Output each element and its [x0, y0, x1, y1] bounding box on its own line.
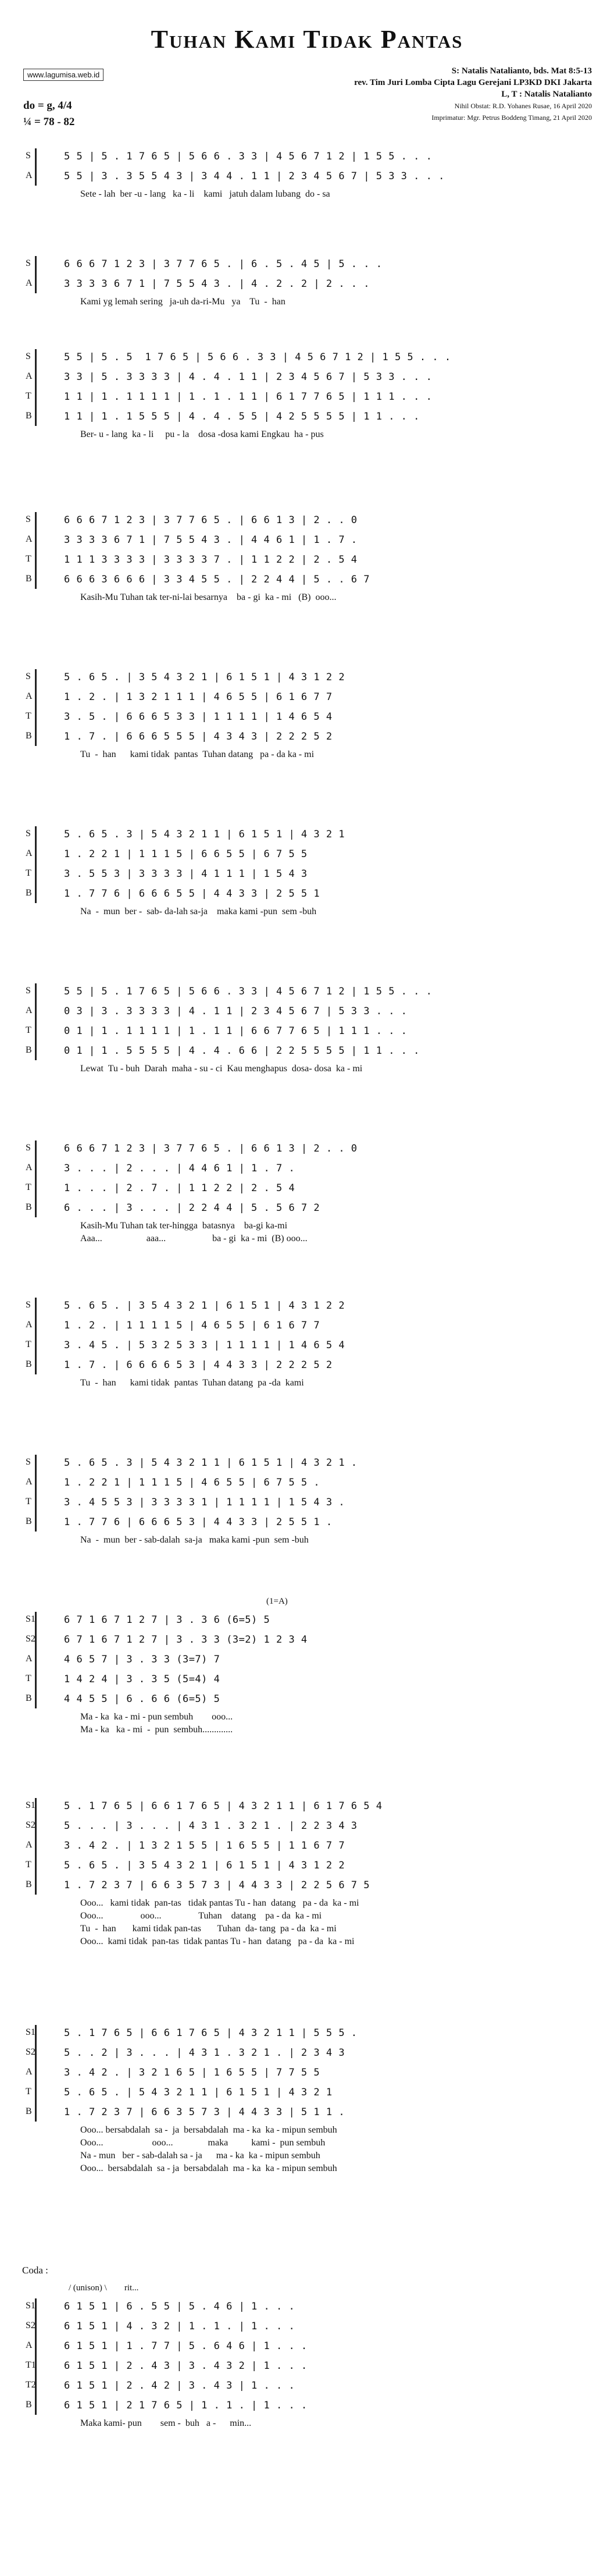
notation-line: 5 5 | 5 . 1 7 6 5 | 5 6 6 . 3 3 | 4 5 6 7 1 2 | 1 5 5 . . .	[64, 986, 433, 997]
staff-row	[22, 983, 604, 1001]
notation-line: 1 . 7 7 6 | 6 6 6 5 3 | 4 4 3 3 | 2 5 5 1 .	[64, 1516, 333, 1528]
staff-row	[22, 1023, 604, 1040]
staff-row	[22, 276, 604, 293]
lyric-line: Aaa... aaa... ba - gi ka - mi (B) ooo...	[80, 1234, 308, 1243]
voice-part-label: A	[26, 1477, 33, 1487]
voice-part-label: B	[26, 411, 32, 421]
voice-part-label: S1	[26, 1614, 35, 1624]
notation-line: 1 . 2 2 1 | 1 1 1 5 | 6 6 5 5 | 6 7 5 5	[64, 848, 308, 860]
notation-line: 5 . 6 5 . | 3 5 4 3 2 1 | 6 1 5 1 | 4 3 1 2 2	[64, 1860, 345, 1871]
system-bracket	[35, 669, 37, 746]
staff-row	[22, 1160, 604, 1178]
notation-line: 6 6 6 7 1 2 3 | 3 7 7 6 5 . | 6 . 5 . 4 5 | 5 . . .	[64, 258, 383, 270]
voice-part-label: S	[26, 151, 31, 161]
notation-line: 6 1 5 1 | 2 . 4 3 | 3 . 4 3 2 | 1 . . .	[64, 2360, 308, 2372]
notation-line: 6 1 5 1 | 6 . 5 5 | 5 . 4 6 | 1 . . .	[64, 2301, 295, 2312]
voice-part-label: A	[26, 371, 33, 381]
notation-line: 1 . 7 2 3 7 | 6 6 3 5 7 3 | 4 4 3 3 | 5 1 1 .	[64, 2106, 345, 2118]
staff-row	[22, 256, 604, 273]
voice-part-label: B	[26, 1359, 32, 1369]
staff-row	[22, 349, 604, 367]
staff-row	[22, 1298, 604, 1315]
notation-line: 1 . 7 . | 6 6 6 5 5 5 | 4 3 4 3 | 2 2 2 5 2	[64, 731, 333, 742]
notation-line: 1 1 | 1 . 1 5 5 5 | 4 . 4 . 5 5 | 4 2 5 5 5 5 | 1 1 . . .	[64, 411, 420, 422]
notation-line: 5 5 | 5 . 5 1 7 6 5 | 5 6 6 . 3 3 | 4 5 6 7 1 2 | 1 5 5 . . .	[64, 351, 451, 363]
staff-row	[22, 369, 604, 386]
notation-line: 1 1 1 3 3 3 3 | 3 3 3 3 7 . | 1 1 2 2 | 2 . 5 4	[64, 554, 358, 566]
staff-row	[22, 512, 604, 530]
voice-part-label: B	[26, 574, 32, 584]
voice-part-label: B	[26, 2400, 32, 2410]
voice-part-label: B	[26, 731, 32, 741]
lyric-line: Ma - ka ka - mi - pun sembuh.............	[80, 1725, 233, 1735]
lyric-line: Lewat Tu - buh Darah maha - su - ci Kau menghapus dosa- dosa ka - mi	[80, 1064, 363, 1074]
system-bracket	[35, 2298, 37, 2415]
voice-part-label: A	[26, 170, 33, 180]
notation-line: 1 4 2 4 | 3 . 3 5 (5=4) 4	[64, 1673, 220, 1685]
notation-line: 3 . 5 5 3 | 3 3 3 3 | 4 1 1 1 | 1 5 4 3	[64, 868, 308, 880]
notation-line: 5 . 6 5 . | 3 5 4 3 2 1 | 6 1 5 1 | 4 3 1 2 2	[64, 671, 345, 683]
voice-part-label: T	[26, 554, 31, 564]
notation-line: 5 . 6 5 . 3 | 5 4 3 2 1 1 | 6 1 5 1 | 4 3 2 1 .	[64, 1457, 358, 1469]
staff-row	[22, 1180, 604, 1198]
voice-part-label: S	[26, 1143, 31, 1153]
staff-row	[22, 2298, 604, 2316]
staff-row	[22, 1043, 604, 1060]
staff-row	[22, 2338, 604, 2355]
staff-row	[22, 1632, 604, 1649]
voice-part-label: A	[26, 278, 33, 288]
notation-line: 3 . 4 2 . | 1 3 2 1 5 5 | 1 6 5 5 | 1 1 6 7 7	[64, 1840, 345, 1852]
voice-part-label: B	[26, 2106, 32, 2116]
credits-block	[354, 65, 592, 123]
voice-part-label: T	[26, 1025, 31, 1035]
credit-line: L, T : Natalis Natalianto	[501, 90, 592, 99]
notation-line: 5 . . 2 | 3 . . . | 4 3 1 . 3 2 1 . | 2 3 4 3	[64, 2047, 345, 2059]
staff-row	[22, 2025, 604, 2042]
notation-line: 5 . 6 5 . | 3 5 4 3 2 1 | 6 1 5 1 | 4 3 1 2 2	[64, 1300, 345, 1312]
voice-part-label: A	[26, 2067, 33, 2077]
tempo-marking: ¼ = 78 - 82	[23, 116, 75, 128]
credit-line: Imprimatur: Mgr. Petrus Boddeng Timang, 21 April 2020	[431, 113, 592, 122]
voice-part-label: S	[26, 351, 31, 361]
staff-row	[22, 1651, 604, 1669]
system-bracket	[35, 148, 37, 186]
notation-line: 6 1 5 1 | 4 . 3 2 | 1 . 1 . | 1 . . .	[64, 2321, 295, 2332]
website-link[interactable]: www.lagumisa.web.id	[23, 69, 103, 81]
notation-line: 5 . 1 7 6 5 | 6 6 1 7 6 5 | 4 3 2 1 1 | 5 5 5 .	[64, 2027, 358, 2039]
voice-part-label: T1	[26, 2360, 36, 2370]
voice-part-label: B	[26, 1516, 32, 1526]
lyric-line: Ooo... bersabdalah sa - ja bersabdalah ma - ka ka - mipun sembuh	[80, 2125, 337, 2135]
lyric-line: Maka kami- pun sem - buh a - min...	[80, 2418, 252, 2428]
notation-line: 5 5 | 5 . 1 7 6 5 | 5 6 6 . 3 3 | 4 5 6 7 1 2 | 1 5 5 . . .	[64, 151, 433, 162]
voice-part-label: B	[26, 888, 32, 898]
voice-part-label: S1	[26, 1800, 35, 1810]
staff-row	[22, 1857, 604, 1875]
notation-line: 4 4 5 5 | 6 . 6 6 (6=5) 5	[64, 1693, 220, 1705]
voice-part-label: A	[26, 534, 33, 544]
staff-row	[22, 148, 604, 166]
voice-part-label: A	[26, 1005, 33, 1015]
notation-line: 3 3 3 3 6 7 1 | 7 5 5 4 3 . | 4 4 6 1 | 1 . 7 .	[64, 534, 358, 546]
voice-part-label: B	[26, 1202, 32, 1212]
staff-row	[22, 689, 604, 706]
staff-row	[22, 886, 604, 903]
lyric-line: Ooo... bersabdalah sa - ja bersabdalah ma - ka ka - mipun sembuh	[80, 2163, 337, 2173]
lyric-line: Na - mun ber - sab- da-lah sa-ja maka kami -pun sem -buh	[80, 907, 317, 916]
staff-row	[22, 1200, 604, 1217]
voice-part-label: T	[26, 1497, 31, 1506]
staff-row	[22, 846, 604, 864]
staff-row	[22, 669, 604, 687]
lyric-line: Kasih-Mu Tuhan tak ter-ni-lai besarnya ba - gi ka - mi (B) ooo...	[80, 592, 337, 602]
voice-part-label: T	[26, 868, 31, 878]
key-signature: do = g, 4/4	[23, 100, 72, 112]
staff-row	[22, 1455, 604, 1472]
voice-part-label: S2	[26, 2321, 35, 2330]
staff-row	[22, 389, 604, 406]
staff-row	[22, 1798, 604, 1815]
voice-part-label: T	[26, 1673, 31, 1683]
system-bracket	[35, 2025, 37, 2122]
voice-part-label: B	[26, 1045, 32, 1055]
system-bracket	[35, 1298, 37, 1374]
system-bracket	[35, 1455, 37, 1532]
staff-row	[22, 2397, 604, 2415]
voice-part-label: T2	[26, 2380, 36, 2390]
notation-line: 3 . 4 5 . | 5 3 2 5 3 3 | 1 1 1 1 | 1 4 6 5 4	[64, 1339, 345, 1351]
direction-marking: (1=A)	[266, 1597, 288, 1606]
notation-line: 6 1 5 1 | 2 1 7 6 5 | 1 . 1 . | 1 . . .	[64, 2400, 308, 2411]
staff-row	[22, 1612, 604, 1629]
notation-line: 6 1 5 1 | 1 . 7 7 | 5 . 6 4 6 | 1 . . .	[64, 2340, 308, 2352]
notation-line: 3 . . . | 2 . . . | 4 4 6 1 | 1 . 7 .	[64, 1163, 295, 1174]
notation-line: 1 . 7 7 6 | 6 6 6 5 5 | 4 4 3 3 | 2 5 5 1	[64, 888, 320, 900]
voice-part-label: S2	[26, 2047, 35, 2057]
system-bracket	[35, 256, 37, 293]
notation-line: 1 . 7 . | 6 6 6 6 5 3 | 4 4 3 3 | 2 2 2 5 2	[64, 1359, 333, 1371]
notation-line: 3 3 | 5 . 3 3 3 3 | 4 . 4 . 1 1 | 2 3 4 5 6 7 | 5 3 3 . . .	[64, 371, 433, 383]
credit-line: rev. Tim Juri Lomba Cipta Lagu Gerejani LP3KD DKI Jakarta	[354, 78, 592, 87]
voice-part-label: A	[26, 2340, 33, 2350]
staff-row	[22, 532, 604, 549]
notation-line: 6 . . . | 3 . . . | 2 2 4 4 | 5 . 5 6 7 2	[64, 1202, 320, 1214]
lyric-line: Ooo... kami tidak pan-tas tidak pantas Tu - han datang pa - da ka - mi	[80, 1937, 355, 1946]
notation-line: 6 1 5 1 | 2 . 4 2 | 3 . 4 3 | 1 . . .	[64, 2380, 295, 2392]
staff-row	[22, 1317, 604, 1335]
staff-row	[22, 168, 604, 186]
lyric-line: Tu - han kami tidak pantas Tuhan datang pa -da kami	[80, 1378, 304, 1388]
staff-row	[22, 2065, 604, 2082]
staff-row	[22, 1671, 604, 1689]
staff-row	[22, 1474, 604, 1492]
voice-part-label: T	[26, 1860, 31, 1870]
notation-line: 5 5 | 3 . 3 5 5 4 3 | 3 4 4 . 1 1 | 2 3 4 5 6 7 | 5 3 3 . . .	[64, 170, 445, 182]
notation-line: 3 . 5 . | 6 6 6 5 3 3 | 1 1 1 1 | 1 4 6 5 4	[64, 711, 333, 723]
notation-line: 6 7 1 6 7 1 2 7 | 3 . 3 6 (6=5) 5	[64, 1614, 270, 1626]
voice-part-label: T	[26, 2087, 31, 2097]
voice-part-label: S	[26, 1457, 31, 1467]
notation-line: 3 . 4 2 . | 3 2 1 6 5 | 1 6 5 5 | 7 7 5 5	[64, 2067, 320, 2078]
system-bracket	[35, 349, 37, 426]
notation-line: 6 7 1 6 7 1 2 7 | 3 . 3 3 (3=2) 1 2 3 4	[64, 1634, 308, 1646]
lyric-line: Na - mun ber - sab-dalah sa-ja maka kami -pun sem -buh	[80, 1535, 309, 1545]
staff-row	[22, 1140, 604, 1158]
lyric-line: Ma - ka ka - mi - pun sembuh ooo...	[80, 1712, 233, 1722]
key-tempo	[23, 98, 74, 130]
voice-part-label: S1	[26, 2027, 35, 2037]
staff-row	[22, 2045, 604, 2062]
voice-part-label: S	[26, 1300, 31, 1310]
voice-part-label: S2	[26, 1634, 35, 1644]
notation-line: 0 3 | 3 . 3 3 3 3 | 4 . 1 1 | 2 3 4 5 6 7 | 5 3 3 . . .	[64, 1005, 408, 1017]
notation-line: 5 . 6 5 . 3 | 5 4 3 2 1 1 | 6 1 5 1 | 4 3 2 1	[64, 829, 345, 840]
staff-row	[22, 866, 604, 883]
lyric-line: Kami yg lemah sering ja-uh da-ri-Mu ya Tu - han	[80, 297, 285, 307]
staff-row	[22, 2358, 604, 2375]
credit-line: S: Natalis Natalianto, bds. Mat 8:5-13	[451, 66, 592, 76]
staff-row	[22, 1691, 604, 1708]
staff-row	[22, 709, 604, 726]
notation-line: 1 . 7 2 3 7 | 6 6 3 5 7 3 | 4 4 3 3 | 2 2 5 6 7 5	[64, 1879, 370, 1891]
voice-part-label: B	[26, 1693, 32, 1703]
notation-line: 0 1 | 1 . 5 5 5 5 | 4 . 4 . 6 6 | 2 2 5 5 5 5 | 1 1 . . .	[64, 1045, 420, 1057]
system-bracket	[35, 826, 37, 903]
staff-row	[22, 1818, 604, 1835]
staff-row	[22, 571, 604, 589]
voice-part-label: T	[26, 391, 31, 401]
system-bracket	[35, 1140, 37, 1217]
staff-row	[22, 2084, 604, 2102]
system-bracket	[35, 983, 37, 1060]
notation-line: 1 . 2 . | 1 3 2 1 1 1 | 4 6 5 5 | 6 1 6 7 7	[64, 691, 333, 703]
staff-row	[22, 1494, 604, 1512]
notation-line: 1 . 2 2 1 | 1 1 1 5 | 4 6 5 5 | 6 7 5 5 .	[64, 1477, 320, 1488]
voice-part-label: A	[26, 848, 33, 858]
staff-row	[22, 826, 604, 844]
voice-part-label: B	[26, 1879, 32, 1889]
notation-line: 3 3 3 3 6 7 1 | 7 5 5 4 3 . | 4 . 2 . 2 | 2 . . .	[64, 278, 370, 290]
lyric-line: Sete - lah ber -u - lang ka - li kami jatuh dalam lubang do - sa	[80, 189, 330, 199]
voice-part-label: S2	[26, 1820, 35, 1830]
lyric-line: Ooo... ooo... maka kami - pun sembuh	[80, 2138, 326, 2148]
notation-line: 1 . . . | 2 . 7 . | 1 1 2 2 | 2 . 5 4	[64, 1182, 295, 1194]
staff-row	[22, 1003, 604, 1021]
voice-part-label: A	[26, 1654, 33, 1664]
voice-part-label: S	[26, 671, 31, 681]
staff-row	[22, 408, 604, 426]
voice-part-label: A	[26, 691, 33, 701]
direction-marking: / (unison) \ rit...	[69, 2283, 139, 2293]
notation-line: 5 . 1 7 6 5 | 6 6 1 7 6 5 | 4 3 2 1 1 | 6 1 7 6 5 4	[64, 1800, 383, 1812]
coda-label: Coda :	[22, 2265, 48, 2276]
notation-line: 1 1 | 1 . 1 1 1 1 | 1 . 1 . 1 1 | 6 1 7 7 6 5 | 1 1 1 . . .	[64, 391, 433, 403]
voice-part-label: T	[26, 1182, 31, 1192]
lyric-line: Tu - han kami tidak pan-tas Tuhan da- tang pa - da ka - mi	[80, 1924, 337, 1934]
notation-line: 3 . 4 5 5 3 | 3 3 3 3 1 | 1 1 1 1 | 1 5 4 3 .	[64, 1497, 345, 1508]
voice-part-label: S	[26, 986, 31, 996]
notation-line: 4 6 5 7 | 3 . 3 3 (3=7) 7	[64, 1654, 220, 1665]
system-bracket	[35, 1612, 37, 1708]
staff-row	[22, 729, 604, 746]
staff-row	[22, 1337, 604, 1355]
voice-part-label: S	[26, 829, 31, 838]
system-bracket	[35, 1798, 37, 1895]
staff-row	[22, 2104, 604, 2122]
voice-part-label: A	[26, 1320, 33, 1330]
voice-part-label: S	[26, 258, 31, 268]
voice-part-label: S	[26, 514, 31, 524]
staff-row	[22, 2378, 604, 2395]
notation-line: 5 . . . | 3 . . . | 4 3 1 . 3 2 1 . | 2 2 3 4 3	[64, 1820, 358, 1832]
staff-row	[22, 1877, 604, 1895]
lyric-line: Ber- u - lang ka - li pu - la dosa -dosa kami Engkau ha - pus	[80, 429, 324, 439]
voice-part-label: A	[26, 1163, 33, 1172]
notation-line: 6 6 6 7 1 2 3 | 3 7 7 6 5 . | 6 6 1 3 | 2 . . 0	[64, 514, 358, 526]
lyric-line: Na - mun ber - sab-dalah sa - ja ma - ka ka - mipun sembuh	[80, 2151, 320, 2161]
voice-part-label: T	[26, 711, 31, 721]
lyric-line: Ooo... ooo... Tuhan datang pa - da ka - mi	[80, 1911, 322, 1921]
notation-line: 6 6 6 3 6 6 6 | 3 3 4 5 5 . | 2 2 4 4 | 5 . . 6 7	[64, 574, 370, 585]
lyric-line: Tu - han kami tidak pantas Tuhan datang pa - da ka - mi	[80, 749, 315, 759]
lyric-line: Ooo... kami tidak pan-tas tidak pantas Tu - han datang pa - da ka - mi	[80, 1898, 359, 1908]
voice-part-label: T	[26, 1339, 31, 1349]
staff-row	[22, 1514, 604, 1532]
staff-row	[22, 2318, 604, 2336]
voice-part-label: A	[26, 1840, 33, 1850]
notation-line: 6 6 6 7 1 2 3 | 3 7 7 6 5 . | 6 6 1 3 | 2 . . 0	[64, 1143, 358, 1154]
staff-row	[22, 1838, 604, 1855]
notation-line: 0 1 | 1 . 1 1 1 1 | 1 . 1 1 | 6 6 7 7 6 5 | 1 1 1 . . .	[64, 1025, 408, 1037]
staff-row	[22, 552, 604, 569]
voice-part-label: S1	[26, 2301, 35, 2311]
system-bracket	[35, 512, 37, 589]
staff-row	[22, 1357, 604, 1374]
notation-line: 1 . 2 . | 1 1 1 1 5 | 4 6 5 5 | 6 1 6 7 7	[64, 1320, 320, 1331]
lyric-line: Kasih-Mu Tuhan tak ter-hingga batasnya ba-gi ka-mi	[80, 1221, 288, 1231]
credit-line: Nihil Obstat: R.D. Yohanes Rusae, 16 April 2020	[454, 102, 592, 110]
song-title: Tuhan Kami Tidak Pantas	[151, 25, 463, 54]
notation-line: 5 . 6 5 . | 5 4 3 2 1 1 | 6 1 5 1 | 4 3 2 1	[64, 2087, 333, 2098]
